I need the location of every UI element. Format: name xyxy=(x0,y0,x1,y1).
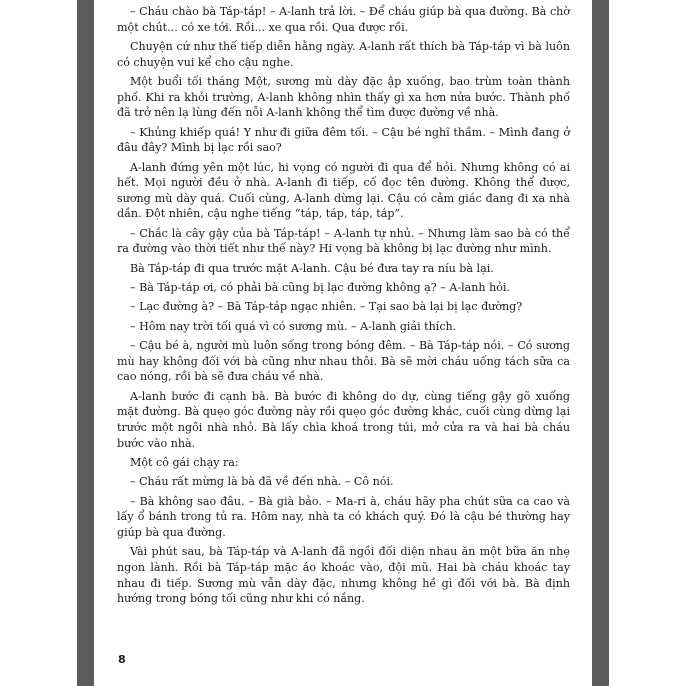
paragraph: A-lanh bước đi cạnh bà. Bà bước đi không do dự, cùng tiếng gậy gõ xuống mặt đường. Bà quẹo góc đường này rồi quẹo góc đường khác, cuối cùng dừng lại trước một ngôi nhà nhỏ. Bà lấy chìa khoá trong túi, mở cửa ra và hai bà cháu bước vào nhà. xyxy=(117,389,570,450)
page-body-text xyxy=(117,4,570,611)
paragraph: Một buổi tối tháng Một, sương mù dày đặc ập xuống, bao trùm toàn thành phố. Khi ra khỏi trường, A-lanh không nhìn thấy gì xa hơn nửa bước. Thành phố đã trở nên lạ lùng đến nỗi A-lanh không thể tìm được đường về nhà. xyxy=(117,74,570,120)
book-page xyxy=(94,0,592,686)
paragraph: – Cháu rất mừng là bà đã về đến nhà. – Cô nói. xyxy=(130,475,394,489)
page-number: 8 xyxy=(118,653,126,666)
paragraph: – Lạc đường à? – Bà Táp-táp ngạc nhiên. – Tại sao bà lại bị lạc đường? xyxy=(130,300,523,314)
paragraph: – Bà Táp-táp ơi, có phải bà cũng bị lạc đường không ạ? – A-lanh hỏi. xyxy=(130,281,510,295)
left-page-border xyxy=(77,0,94,686)
paragraph: – Cháu chào bà Táp-táp! – A-lanh trả lời. – Để cháu giúp bà qua đường. Bà chờ một chút... có xe tới. Rồi... xe qua rồi. Qua được rồi. xyxy=(117,5,570,34)
paragraph: – Bà không sao đâu. – Bà già bảo. – Ma-ri à, cháu hãy pha chút sữa ca cao và lấy ổ bánh trong tủ ra. Hôm nay, nhà ta có khách quý. Đó là cậu bé thường hay giúp bà qua đường. xyxy=(117,494,570,539)
paragraph: Vài phút sau, bà Táp-táp và A-lanh đã ngồi đối diện nhau ăn một bữa ăn nhẹ ngon lành. Rồi bà Táp-táp mặc áo khoác vào, đội mũ. Hai bà cháu khoác tay nhau đi tiếp. Sương mù vẫn dày đặc, nhưng không hề gì đối với bà. Bà định hướng trong bóng tối cũng như khi có nắng. xyxy=(117,545,570,606)
paragraph: Chuyện cứ như thế tiếp diễn hằng ngày. A-lanh rất thích bà Táp-táp vì bà luôn có chuyện vui kể cho cậu nghe. xyxy=(117,39,570,69)
paragraph: – Chắc là cây gậy của bà Táp-táp! – A-lanh tự nhủ. – Nhưng làm sao bà có thể ra đường vào thời tiết như thế này? Hi vọng bà không bị lạc đường như mình. xyxy=(117,226,570,256)
paragraph: A-lanh đứng yên một lúc, hi vọng có người đi qua để hỏi. Nhưng không có ai hết. Mọi người đều ở nhà. A-lanh đi tiếp, cố đọc tên đường. Không thể được, sương mù dày quá. Cuối cùng, A-lanh dừng lại. Cậu có cảm giác đang đi xa nhà dần. Đột nhiên, cậu nghe tiếng “táp, táp, táp, táp”. xyxy=(117,160,570,221)
right-page-border xyxy=(592,0,609,686)
paragraph: Một cô gái chạy ra: xyxy=(130,456,239,469)
paragraph: – Khủng khiếp quá! Y như đi giữa đêm tối. – Cậu bé nghĩ thầm. – Mình đang ở đâu đây? Mình bị lạc rồi sao? xyxy=(117,125,570,155)
paragraph: – Cậu bé à, người mù luôn sống trong bóng đêm. – Bà Táp-táp nói. – Có sương mù hay không đối với bà cũng như nhau thôi. Bà sẽ mời cháu uống tách sữa ca cao nóng, rồi bà sẽ đưa cháu về nhà. xyxy=(117,339,570,384)
paragraph: – Hôm nay trời tối quá vì có sương mù. – A-lanh giải thích. xyxy=(130,319,457,333)
paragraph: Bà Táp-táp đi qua trước mặt A-lanh. Cậu bé đưa tay ra níu bà lại. xyxy=(130,261,494,275)
